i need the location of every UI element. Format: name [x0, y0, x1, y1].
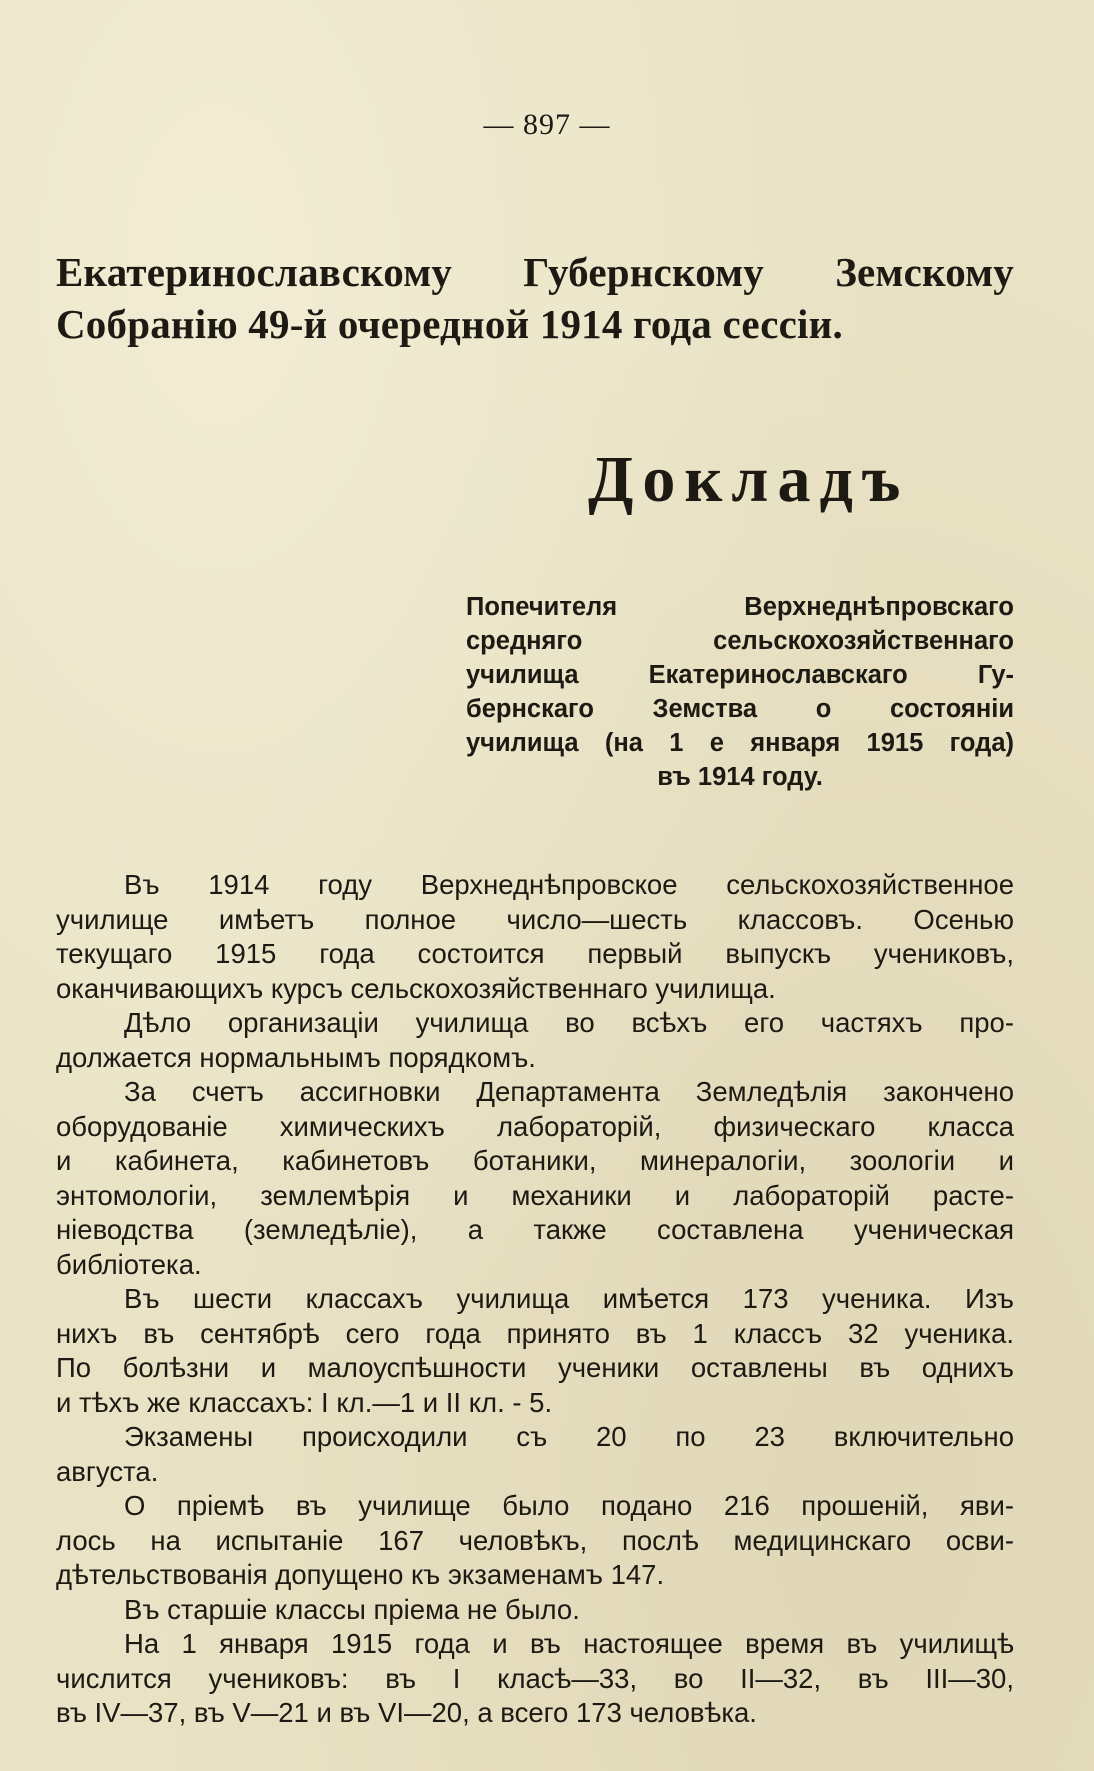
paragraph-line: дѣтельствованія допущено къ экзаменамъ 147.	[56, 1559, 665, 1590]
paragraph-line: и кабинета, кабинетовъ ботаники, минералогіи, зоологіи и	[56, 1145, 1014, 1176]
subtitle-line: бернскаго Земства о состояніи	[466, 695, 1014, 723]
paragraph-line: Въ шести классахъ училища имѣется 173 ученика. Изъ	[124, 1283, 1014, 1314]
paragraph-line: оборудованіе химическихъ лабораторій, физическаго класса	[56, 1110, 1014, 1142]
paragraph-line: На 1 января 1915 года и въ настоящее время въ училищѣ	[124, 1628, 1014, 1659]
page-number: — 897 —	[483, 108, 611, 141]
subtitle-line: въ 1914 году.	[657, 763, 823, 791]
paragraph-line: оканчивающихъ курсъ сельскохозяйственнаго училища.	[56, 972, 776, 1004]
subtitle-line: училища Екатеринославскаго Гу-	[466, 661, 1014, 689]
paragraph-line: Въ 1914 году Верхнеднѣпровское сельскохозяйственное	[124, 869, 1014, 900]
paragraph-line: За счетъ ассигновки Департамента Земледѣлія закончено	[124, 1076, 1014, 1107]
paragraph-line: августа.	[56, 1455, 159, 1487]
document-subtitle	[466, 590, 1014, 794]
paragraph-line: должается нормальнымъ порядкомъ.	[56, 1041, 536, 1073]
document-heading: Екатеринославскому Губернскому Земскому Собранію 49-й очередной 1914 года сессіи.	[56, 249, 1014, 347]
document-title: Докладъ	[588, 443, 910, 516]
subtitle-line: Попечителя Верхнеднѣпровскаго	[466, 593, 1014, 621]
paragraph-line: текущаго 1915 года состоится первый выпускъ учениковъ,	[56, 938, 1014, 969]
paragraph-line: училище имѣетъ полное число—шесть классовъ. Осенью	[56, 903, 1014, 935]
paragraph-line: Экзамены происходили съ 20 по 23 включительно	[124, 1421, 1014, 1452]
paragraph-line: По болѣзни и малоуспѣшности ученики оставлены въ однихъ	[56, 1352, 1014, 1383]
subtitle-line: средняго сельскохозяйственнаго	[466, 627, 1014, 655]
paragraph-line: Въ старшіе классы пріема не было.	[124, 1593, 580, 1625]
paragraph-line: О пріемѣ въ училище было подано 216 прошеній, яви-	[124, 1490, 1014, 1521]
paragraph-line: Дѣло организаціи училища во всѣхъ его частяхъ про-	[124, 1007, 1014, 1038]
paragraph-line: ніеводства (земледѣліе), а также составлена ученическая	[56, 1214, 1014, 1245]
paragraph-line: библіотека.	[56, 1248, 202, 1280]
body-text	[56, 868, 1014, 1731]
paragraph-line: энтомологіи, землемѣрія и механики и лабораторій расте-	[56, 1179, 1014, 1211]
paragraph-line: нихъ въ сентябрѣ сего года принято въ 1 классъ 32 ученика.	[56, 1317, 1014, 1349]
paragraph-line: въ IV—37, въ V—21 и въ VI—20, а всего 173 человѣка.	[56, 1697, 757, 1728]
paragraph-line: числится учениковъ: въ I класѣ—33, во II—32, въ III—30,	[56, 1662, 1014, 1694]
paragraph-line: и тѣхъ же классахъ: I кл.—1 и II кл. - 5.	[56, 1386, 553, 1418]
subtitle-line: училища (на 1 е января 1915 года)	[466, 729, 1014, 757]
paragraph-line: лось на испытаніе 167 человѣкъ, послѣ медицинскаго осви-	[56, 1524, 1014, 1556]
